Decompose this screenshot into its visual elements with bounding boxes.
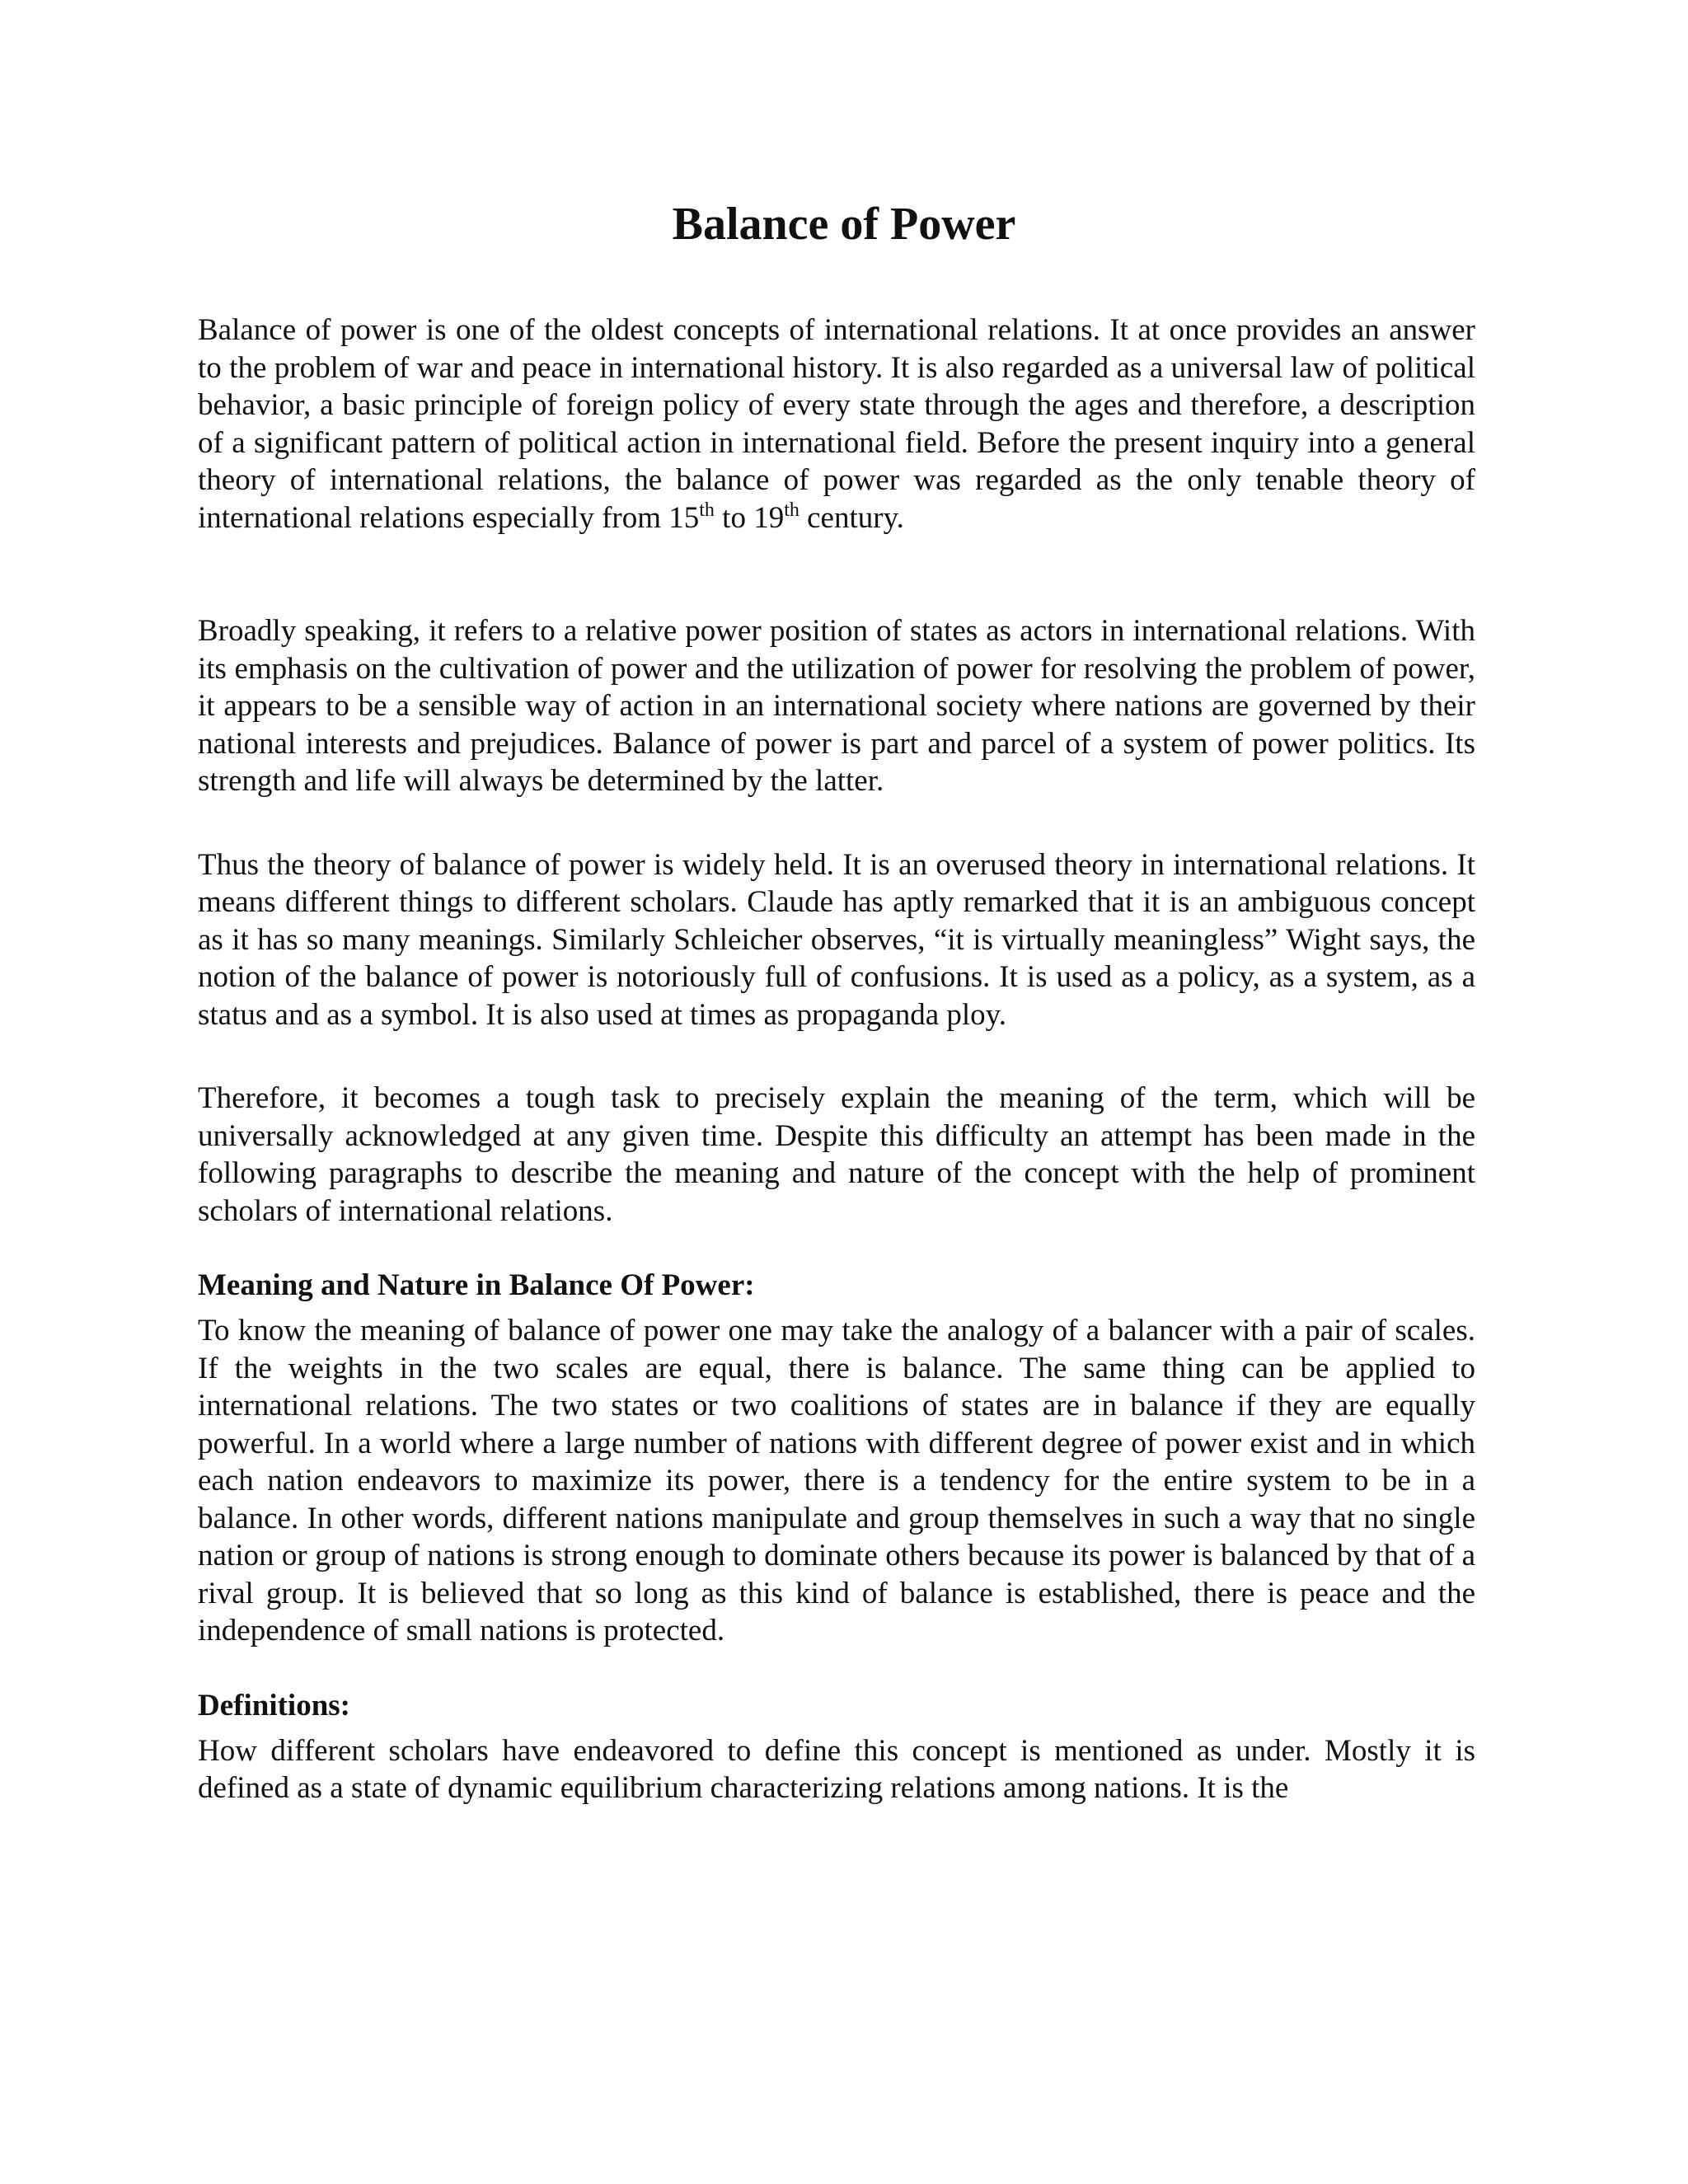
superscript-th-2: th (784, 499, 799, 521)
paragraph-therefore: Therefore, it becomes a tough task to precisely explain the meaning of the term, which will be universally acknowledged at any given time. Despite this difficulty an attempt has been made in the following paragraphs to describe the meaning and nature of the concept with the help of prominent scholars of international relations. (198, 1081, 1475, 1228)
paragraph-intro (198, 312, 1475, 537)
paragraph-intro-text: Balance of power is one of the oldest concepts of international relations. It at once provides an answer to the problem of war and peace in international history. It is also regarded as a universal law of political behavior, a basic principle of foreign policy of every state through the ages and therefore, a description of a significant pattern of political action in international field. Before the present inquiry into a general theory of international relations, the balance of power was regarded as the only tenable theory of international relations especially from 15 (198, 313, 1475, 535)
paragraph-broadly: Broadly speaking, it refers to a relative power position of states as actors in international relations. With its emphasis on the cultivation of power and the utilization of power for resolving the problem of power, it appears to be a sensible way of action in an international society where nations are governed by their national interests and prejudices. Balance of power is part and parcel of a system of power politics. Its strength and life will always be determined by the latter. (198, 614, 1475, 798)
document-body (198, 312, 1475, 1807)
spacer (198, 1230, 1475, 1266)
spacer (198, 1650, 1475, 1686)
spacer (198, 1726, 1475, 1732)
paragraph-intro-end: century. (799, 500, 904, 535)
page-title: Balance of Power (672, 199, 1016, 250)
paragraph-theory: Thus the theory of balance of power is widely held. It is an overused theory in international relations. It means different things to different scholars. Claude has aptly remarked that it is an ambiguous concept as it has so many meanings. Similarly Schleicher observes, “it is virtually meaningless” Wight says, the notion of the balance of power is notoriously full of confusions. It is used as a policy, as a system, as a status and as a symbol. It is also used at times as propaganda ploy. (198, 847, 1475, 1032)
section-heading-definitions: Definitions: (198, 1688, 350, 1722)
spacer (198, 1033, 1475, 1080)
spacer (198, 1305, 1475, 1312)
section-heading-meaning: Meaning and Nature in Balance Of Power: (198, 1268, 755, 1302)
paragraph-definitions: How different scholars have endeavored to define this concept is mentioned as under. Mostly it is defined as a state of dynamic equilibrium characterizing relations among nations. It is the (198, 1733, 1475, 1805)
spacer (198, 800, 1475, 846)
paragraph-meaning: To know the meaning of balance of power one may take the analogy of a balancer with a pair of scales. If the weights in the two scales are equal, there is balance. The same thing can be applied to international relations. The two states or two coalitions of states are in balance if they are equally powerful. In a world where a large number of nations with different degree of power exist and in which each nation endeavors to maximize its power, there is a tendency for the entire system to be in a balance. In other words, different nations manipulate and group themselves in such a way that no single nation or group of nations is strong enough to dominate others because its power is balanced by that of a rival group. It is believed that so long as this kind of balance is established, there is peace and the independence of small nations is protected. (198, 1314, 1475, 1647)
spacer (198, 537, 1475, 612)
superscript-th-1: th (699, 499, 715, 521)
paragraph-intro-mid: to 19 (714, 500, 785, 535)
